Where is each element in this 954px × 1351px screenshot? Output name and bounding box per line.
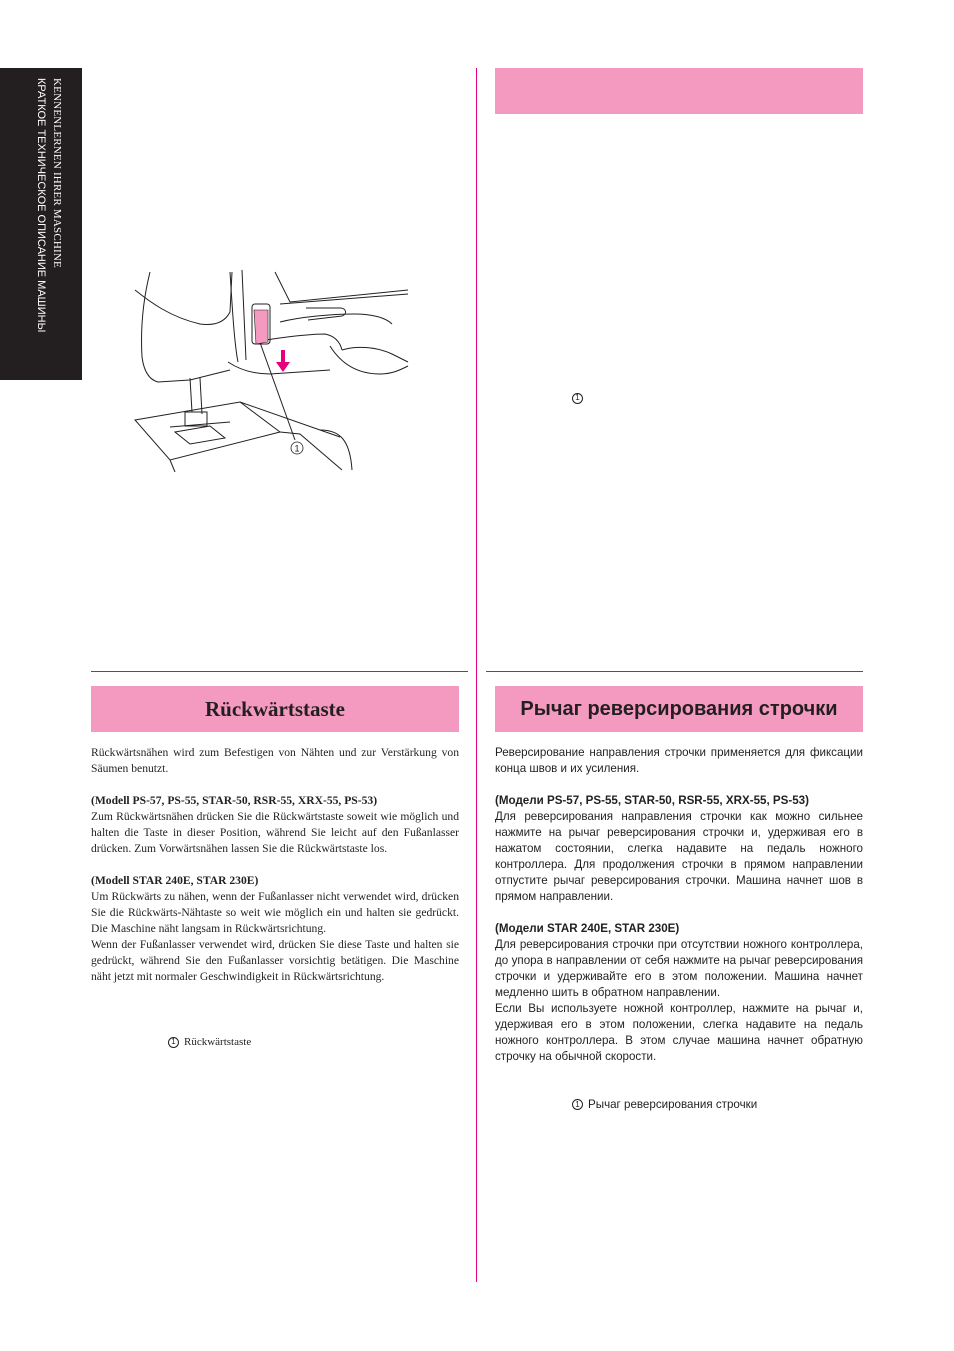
callout-label-ru: Рычаг реверсирования строчки [588,1098,758,1111]
callout-number-de: 1 [168,1037,179,1048]
model1-text-de: Zum Rückwärtsnähen drücken Sie die Rückwärtstaste soweit wie möglich und halten die Taste in dieser Position, während Sie leicht auf den Fußanlasser drücken. Zum Vorwärtsnähen lassen Sie die Rückwärtstaste los. [91,810,459,855]
callout-ru [572,1098,757,1111]
column-divider [476,68,477,1282]
side-tab-title-ru: КРАТКОЕ ТЕХНИЧЕСКОЕ ОПИСАНИЕ МАШИНЫ [35,78,47,333]
model2-text1-de: Um Rückwärts zu nähen, wenn der Fußanlasser nicht verwendet wird, drücken Sie die Rückwärts-Nähtaste so weit wie möglich ein und halten sie gedrückt. Die Maschine näht langsam in Rückwärtsrichtung. [91,890,459,935]
intro-de: Rückwärtsnähen wird zum Befestigen von Nähten und zur Verstärkung von Säumen benutzt. [91,746,459,775]
top-heading-bar [495,68,863,114]
callout-label-de: Rückwärtstaste [184,1036,252,1048]
model1-title-de: (Modell PS-57, PS-55, STAR-50, RSR-55, XRX-55, PS-53) [91,794,378,807]
model1-text-ru: Для реверсирования направления строчки как можно сильнее нажмите на рычаг реверсирования строчки и, удерживая его в нажатом состоянии, слегка надавите на педаль ножного контроллера. Для продолжения строчки в прямом направлении отпустите рычаг реверсирования строчки. Машина начнет шов в прямом направлении. [495,810,863,903]
sewing-machine-reverse-lever-illustration [130,262,414,472]
section-rule-right [486,671,863,672]
model2-title-ru: (Модели STAR 240E, STAR 230E) [495,922,680,935]
heading-de-text: Rückwärtstaste [205,696,345,721]
model1-title-ru: (Модели PS-57, PS-55, STAR-50, RSR-55, XRX-55, PS-53) [495,794,809,807]
heading-ru [495,686,863,732]
callout-number-ru: 1 [572,1099,583,1110]
model2-text1-ru: Для реверсирования строчки при отсутствии ножного контроллера, до упора в направлении от себя нажмите на рычаг реверсирования строчки и удерживайте его в этом положении. Машина начнет медленно шить в обратном направлении. [495,938,863,999]
heading-ru-text: Рычаг реверсирования строчки [520,697,838,720]
callout-de [168,1036,251,1048]
illustration-callout-number: 1 [294,443,300,454]
column-de [91,745,459,985]
model2-text2-de: Wenn der Fußanlasser verwendet wird, drücken Sie diese Taste und halten sie gedrückt, während Sie den Fußanlasser vorsichtig betätigen. Die Maschine näht jetzt mit normaler Geschwindigkeit in Rückwärtsrichtung. [91,938,459,983]
intro-ru: Реверсирование направления строчки применяется для фиксации конца швов и их усиления. [495,746,863,775]
model2-text2-ru: Если Вы используете ножной контроллер, нажмите на рычаг и, удерживая его в этом положении, слегка надавите на педаль ножного контроллера. В этом случае машина начнет обратную строчку на обычной скорости. [495,1002,863,1063]
column-ru [495,745,863,1065]
heading-de [91,686,459,732]
side-tab-title-de: KENNENLERNEN IHRER MASCHINE [51,78,63,268]
model2-title-de: (Modell STAR 240E, STAR 230E) [91,874,259,887]
callout-number-circle: 1 [572,393,583,404]
section-rule-left [91,671,468,672]
top-right-callout-marker [572,387,583,405]
section-side-tab [0,68,82,380]
